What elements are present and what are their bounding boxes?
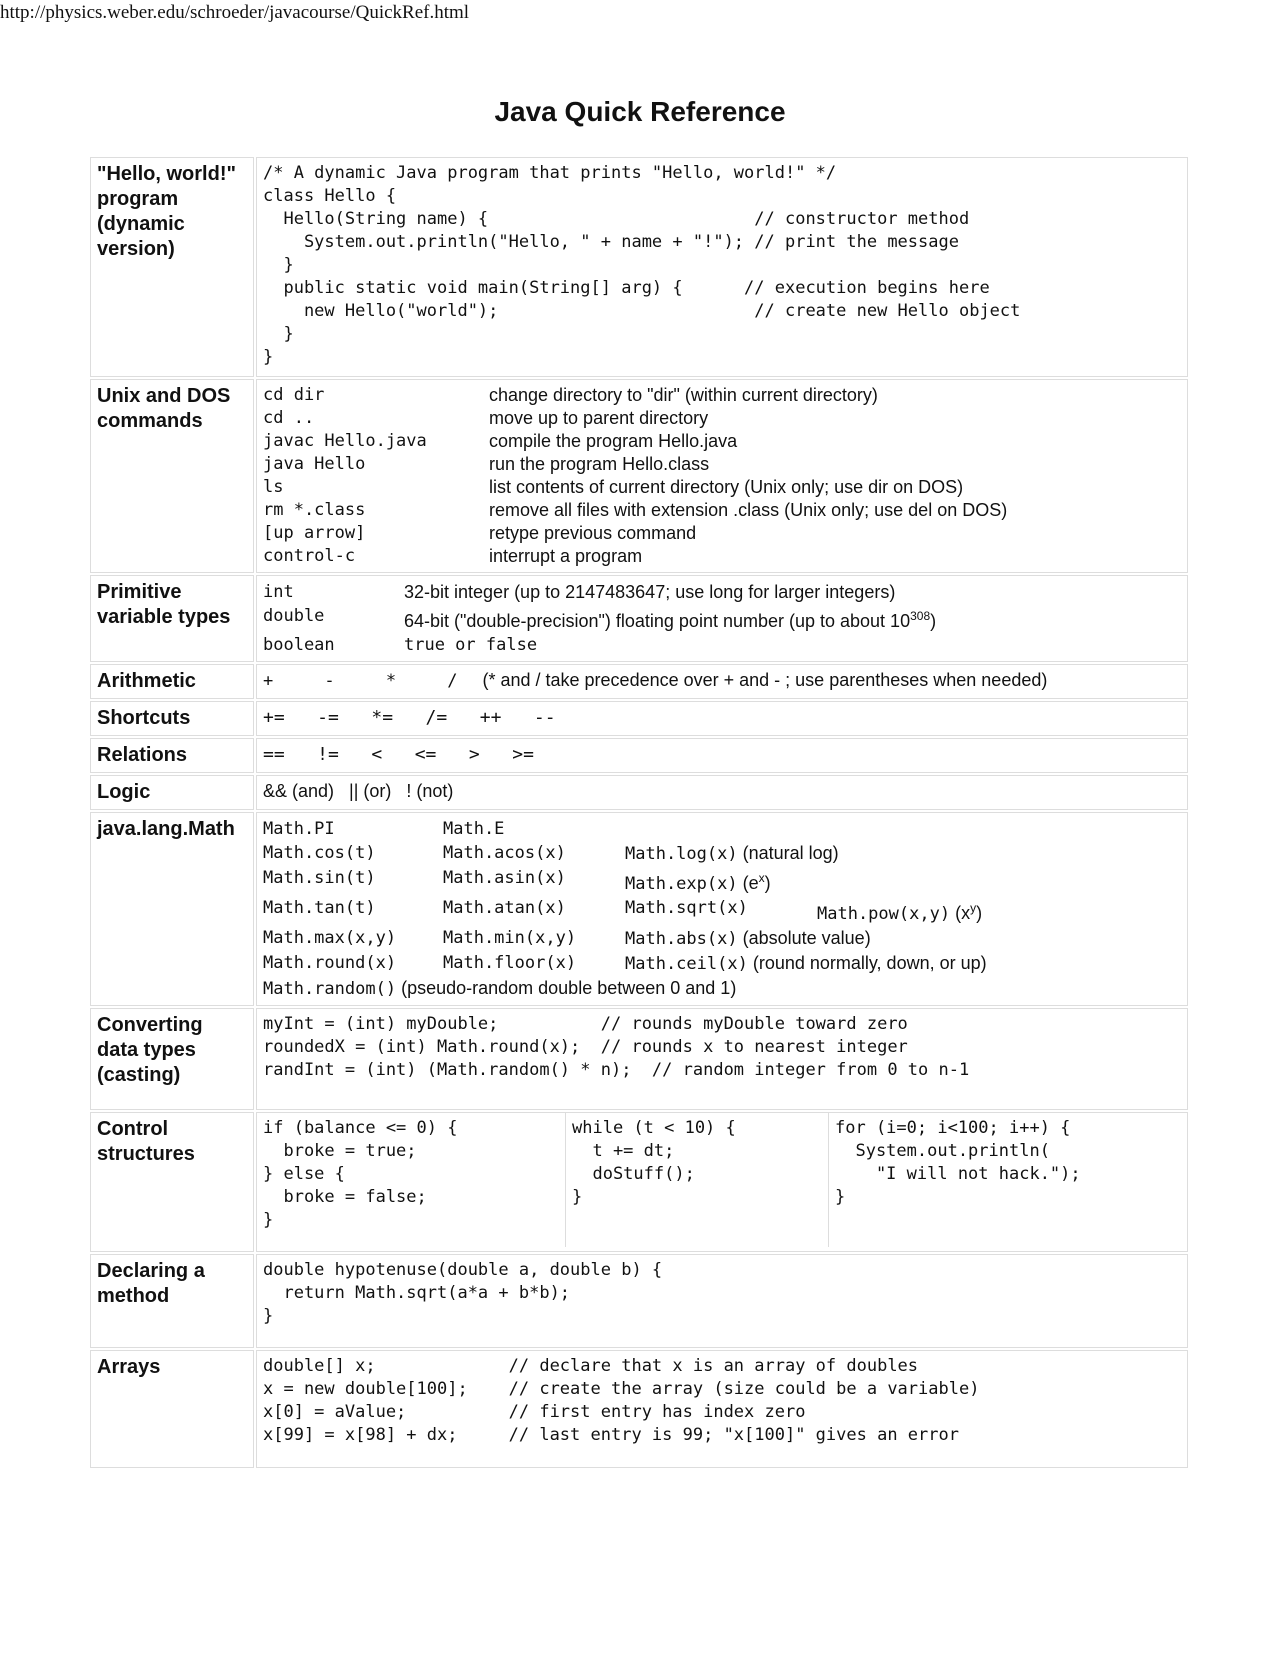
command-desc: run the program Hello.class xyxy=(489,454,710,474)
section-method xyxy=(90,1254,1188,1348)
section-label: Arithmetic xyxy=(90,664,254,699)
section-shortcuts xyxy=(90,701,1188,736)
math-item: Math.max(x,y) xyxy=(263,928,397,948)
command-desc: list contents of current directory (Unix only; use dir on DOS) xyxy=(489,477,964,497)
math-item: Math.min(x,y) xyxy=(443,928,577,948)
section-label: Control structures xyxy=(90,1112,254,1252)
command-desc: move up to parent directory xyxy=(489,408,709,428)
hello-code: /* A dynamic Java program that prints "Hello, world!" */ class Hello { Hello(String name) { // constructor method System.out.println("Hello, " + name + "!"); // print the message } public static void main(String[] arg) { // execution begins here new Hello("world"); // create new Hello object } } xyxy=(263,163,1021,367)
type-desc: true or false xyxy=(404,635,538,655)
math-item: Math.PI xyxy=(263,819,335,839)
section-label: "Hello, world!" program (dynamic version) xyxy=(90,157,254,377)
section-label: java.lang.Math xyxy=(90,812,254,1006)
math-item: Math.abs(x) (absolute value) xyxy=(625,928,871,949)
section-control xyxy=(90,1112,1188,1252)
section-label: Arrays xyxy=(90,1350,254,1468)
section-label: Declaring a method xyxy=(90,1254,254,1348)
command: control-c xyxy=(263,546,356,566)
math-item: Math.tan(t) xyxy=(263,898,376,918)
section-logic xyxy=(90,775,1188,810)
section-content xyxy=(256,812,1188,1006)
arrays-code: double[] x; // declare that x is an array of doubles x = new double[100]; // create the array (size could be a variable) x[0] = aValue; // first entry has index zero x[99] = x[98] + dx; // last entry is 99; "x[100]" gives an error xyxy=(263,1356,980,1445)
math-item: Math.E xyxy=(443,819,505,839)
if-code: if (balance <= 0) { broke = true; } else { broke = false; } xyxy=(263,1118,458,1230)
type-desc: 64-bit ("double-precision") floating point number (up to about $10^{308}$) xyxy=(404,609,937,631)
command: ls xyxy=(263,477,284,497)
command: cd .. xyxy=(263,408,315,428)
section-content xyxy=(256,1008,1188,1110)
command: [up arrow] xyxy=(263,523,366,543)
command-desc: interrupt a program xyxy=(489,546,643,566)
section-math xyxy=(90,812,1188,1006)
commands-list xyxy=(263,384,1181,568)
section-casting xyxy=(90,1008,1188,1110)
section-label: Logic xyxy=(90,775,254,810)
math-item: Math.floor(x) xyxy=(443,953,577,973)
section-label: Primitive variable types xyxy=(90,575,254,662)
section-label: Shortcuts xyxy=(90,701,254,736)
section-relations xyxy=(90,738,1188,773)
operators: + - * / xyxy=(263,671,458,691)
math-item: Math.asin(x) xyxy=(443,868,566,888)
command: java Hello xyxy=(263,454,366,474)
command: javac Hello.java xyxy=(263,431,427,451)
math-item: Math.sqrt(x) xyxy=(625,898,748,918)
math-item: Math.exp(x) $(e^x)$ xyxy=(625,871,771,894)
math-item: Math.pow(x,y) $(x^y)$ xyxy=(817,901,983,924)
section-content xyxy=(256,575,1188,662)
section-hello-world xyxy=(90,157,1188,377)
command-desc: compile the program Hello.java xyxy=(489,431,738,451)
section-arrays xyxy=(90,1350,1188,1468)
operators: += -= *= /= ++ -- xyxy=(256,701,1188,736)
math-item: Math.ceil(x) (round normally, down, or up) xyxy=(625,953,987,974)
math-item: Math.random() (pseudo-random double between 0 and 1) xyxy=(263,978,737,999)
section-label: Converting data types (casting) xyxy=(90,1008,254,1110)
reference-table xyxy=(88,155,1190,1470)
section-content xyxy=(256,1254,1188,1348)
section-content xyxy=(256,1350,1188,1468)
section-label: Unix and DOS commands xyxy=(90,379,254,573)
type-name: int xyxy=(263,582,294,602)
section-arithmetic xyxy=(90,664,1188,699)
section-label: Relations xyxy=(90,738,254,773)
command: rm *.class xyxy=(263,500,366,520)
type-desc: 32-bit integer (up to 2147483647; use long for larger integers) xyxy=(404,582,896,602)
page-url: http://physics.weber.edu/schroeder/javacourse/QuickRef.html xyxy=(0,2,470,23)
operators: && (and) || (or) ! (not) xyxy=(256,775,1188,810)
page-title: Java Quick Reference xyxy=(494,96,786,127)
math-functions xyxy=(263,817,1181,1001)
math-item: Math.acos(x) xyxy=(443,843,566,863)
casting-code: myInt = (int) myDouble; // rounds myDouble toward zero roundedX = (int) Math.round(x); // rounds x to nearest integer randInt = (int) (Math.random() * n); // random integer from 0 to n-1 xyxy=(263,1014,970,1080)
section-content xyxy=(256,379,1188,573)
operators: == != < <= > >= xyxy=(256,738,1188,773)
section-content xyxy=(256,157,1188,377)
command-desc: change directory to "dir" (within current directory) xyxy=(489,385,878,405)
method-code: double hypotenuse(double a, double b) { return Math.sqrt(a*a + b*b); } xyxy=(263,1260,663,1326)
command: cd dir xyxy=(263,385,325,405)
math-item: Math.round(x) xyxy=(263,953,397,973)
math-item: Math.cos(t) xyxy=(263,843,376,863)
math-item: Math.sin(t) xyxy=(263,868,376,888)
command-desc: retype previous command xyxy=(489,523,697,543)
math-item: Math.atan(x) xyxy=(443,898,566,918)
section-primitive-types xyxy=(90,575,1188,662)
types-list xyxy=(263,580,1181,657)
for-code: for (i=0; i<100; i++) { System.out.println( "I will not hack."); } xyxy=(835,1118,1081,1207)
type-name: double xyxy=(263,606,325,626)
precedence-note: (* and / take precedence over + and - ; use parentheses when needed) xyxy=(482,670,1048,690)
section-content xyxy=(256,1112,1188,1252)
while-code: while (t < 10) { t += dt; doStuff(); } xyxy=(572,1118,736,1207)
math-item: Math.log(x) (natural log) xyxy=(625,843,839,864)
type-name: boolean xyxy=(263,635,335,655)
section-unix-dos xyxy=(90,379,1188,573)
section-content xyxy=(256,664,1188,699)
command-desc: remove all files with extension .class (Unix only; use del on DOS) xyxy=(489,500,1008,520)
